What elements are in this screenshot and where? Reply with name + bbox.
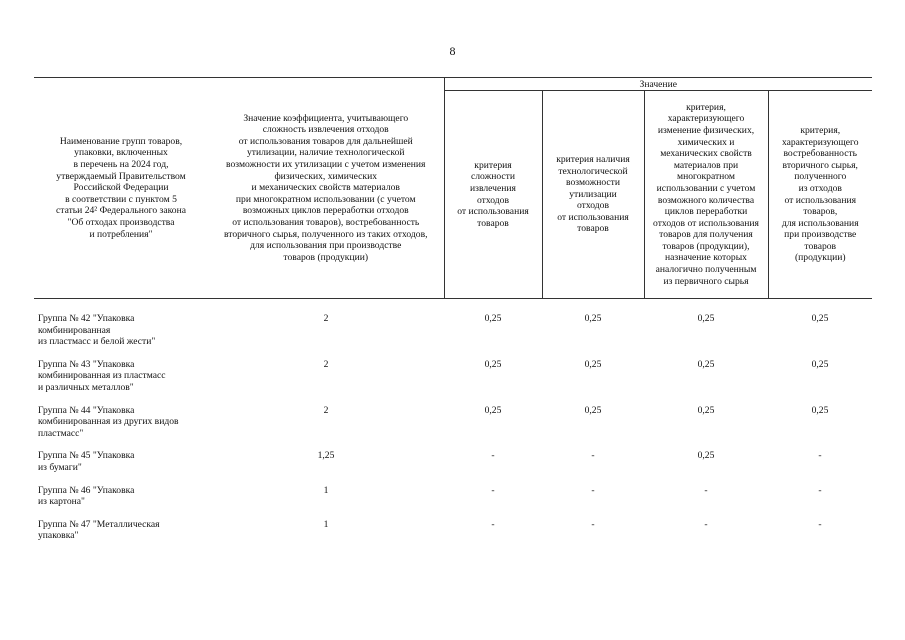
criterion-demand-cell: - [818, 484, 822, 496]
criterion-demand-cell: - [818, 450, 822, 462]
coefficient-cell: 1 [323, 518, 329, 530]
criterion-properties-cell: 0,25 [697, 358, 715, 370]
coefficient-cell: 2 [323, 404, 329, 416]
criterion-technology-cell: 0,25 [584, 313, 602, 324]
criterion-extraction-cell: 0,25 [484, 358, 502, 370]
header-criterion-demand: критерия, характеризующего востребованность вторичного сырья, полученного из отходов от использования товаров, для использования при производстве товаров (продукции) [768, 91, 872, 299]
criterion-technology-cell: - [591, 518, 595, 530]
group-name-cell: Группа № 43 "Упаковка комбинированная из пластмасс и различных металлов" [38, 358, 166, 393]
criterion-technology-cell: 0,25 [584, 404, 602, 416]
criterion-properties-cell: 0,25 [697, 313, 715, 324]
table-row [34, 485, 872, 519]
coefficient-cell: 2 [323, 358, 329, 370]
criterion-extraction-cell: - [491, 450, 495, 462]
criterion-properties-cell: 0,25 [697, 404, 715, 416]
table-row [34, 450, 872, 484]
page-number: 8 [449, 44, 456, 58]
criterion-technology-cell: - [591, 484, 595, 496]
header-criterion-technology: критерия наличия технологической возможности утилизации отходов от использования товаров [542, 91, 644, 299]
criterion-technology-cell: - [591, 450, 595, 462]
criterion-demand-cell: 0,25 [811, 404, 829, 416]
coefficient-cell: 1 [323, 484, 329, 496]
criterion-properties-cell: - [704, 518, 708, 530]
criterion-properties-cell: 0,25 [697, 450, 715, 462]
criterion-technology-cell: 0,25 [584, 358, 602, 370]
group-name-cell: Группа № 42 "Упаковка комбинированная из пластмасс и белой жести" [38, 313, 156, 348]
criterion-properties-cell: - [704, 484, 708, 496]
header-group-name: Наименование групп товаров, упаковки, включенных в перечень на 2024 год, утверждаемый Правительством Российской Федерации в соответствии с пунктом 5 статьи 24² Федерального закона "Об отходах производства и потребления" [34, 78, 208, 299]
group-name-cell: Группа № 47 "Металлическая упаковка" [38, 518, 160, 542]
criterion-extraction-cell: 0,25 [484, 404, 502, 416]
table-header [34, 78, 872, 299]
header-criterion-properties: критерия, характеризующего изменение физических, химических и механических свойств материалов при многократном использовании с учетом возможного количества циклов переработки отходов от использования товаров для получения товаров (продукции), назначение которых аналогично полученным из первичного сырья [644, 91, 768, 299]
criterion-demand-cell: - [818, 518, 822, 530]
coefficient-cell: 2 [323, 313, 329, 324]
table-row [34, 519, 872, 552]
header-criterion-extraction: критерия сложности извлечения отходов от использования товаров [444, 91, 542, 299]
group-name-cell: Группа № 45 "Упаковка из бумаги" [38, 450, 135, 473]
criterion-extraction-cell: 0,25 [484, 313, 502, 324]
header-coefficient: Значение коэффициента, учитывающего сложность извлечения отходов от использования товаров для дальнейшей утилизации, наличие технологической возможности их утилизации с учетом изменения физических, химических и механических свойств материалов при многократном использовании (с учетом возможных циклов переработки отходов от использования товаров), востребованность вторичного сырья, полученного из таких отходов, для использования при производстве товаров (продукции) [208, 78, 444, 299]
header-value-group: Значение [444, 78, 872, 91]
criterion-demand-cell: 0,25 [811, 313, 829, 324]
criterion-extraction-cell: - [491, 484, 495, 496]
criterion-demand-cell: 0,25 [811, 358, 829, 370]
table-row [34, 299, 872, 359]
group-name-cell: Группа № 46 "Упаковка из картона" [38, 484, 135, 508]
coefficient-cell: 1,25 [317, 450, 335, 462]
coefficients-table [34, 77, 872, 552]
table-body [34, 299, 872, 552]
criterion-extraction-cell: - [491, 518, 495, 530]
table-row [34, 405, 872, 451]
group-name-cell: Группа № 44 "Упаковка комбинированная из других видов пластмасс" [38, 404, 179, 439]
table-row [34, 359, 872, 405]
